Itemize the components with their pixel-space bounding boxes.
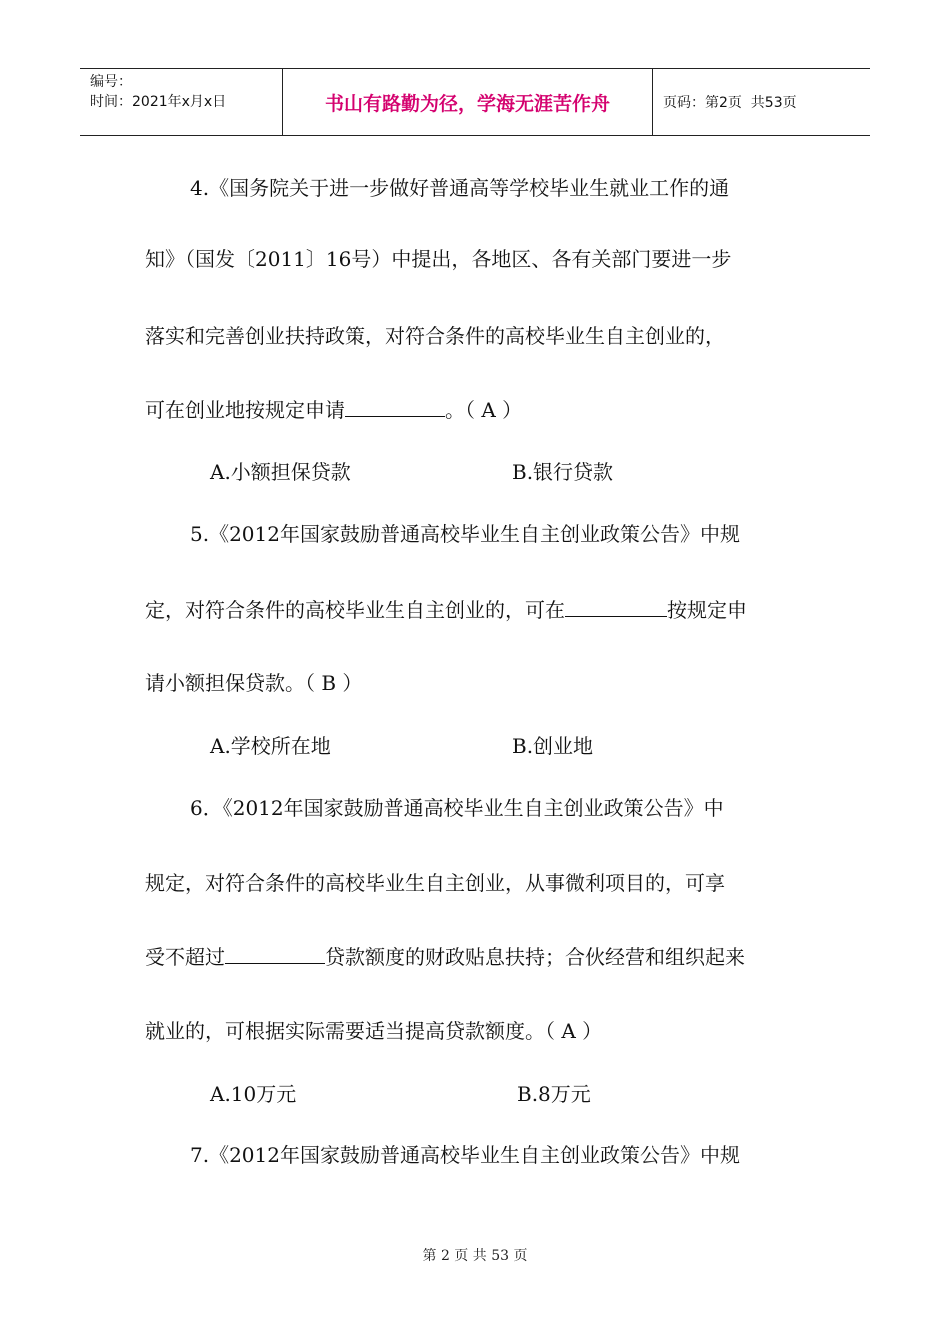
q4-option-b: B.银行贷款 <box>512 460 614 484</box>
header-time-label: 时间：2021年x月x日 <box>90 94 227 110</box>
q5-line-1: 5.《2012年国家鼓励普通高校毕业生自主创业政策公告》中规 <box>190 522 740 546</box>
q4-line-4-post: 。（ A ） <box>445 398 523 422</box>
q6-option-a: A.10万元 <box>210 1082 297 1106</box>
q4-line-4 <box>145 396 522 423</box>
page-footer: 第 2 页 共 53 页 <box>422 1248 528 1264</box>
q4-line-4-pre: 可在创业地按规定申请 <box>145 398 345 422</box>
q6-line-3 <box>145 943 745 970</box>
q6-answer-blank <box>225 943 325 964</box>
q6-line-1: 6．《2012年国家鼓励普通高校毕业生自主创业政策公告》中 <box>190 796 724 820</box>
header-page-code-text: 页码：第2页 共53页 <box>663 95 797 111</box>
q7-line-1: 7.《2012年国家鼓励普通高校毕业生自主创业政策公告》中规 <box>190 1143 740 1167</box>
q5-line-2 <box>145 596 747 623</box>
q6-line-3-post: 贷款额度的财政贴息扶持；合伙经营和组织起来 <box>325 945 745 969</box>
header-number-label: 编号： <box>90 74 132 90</box>
page-header <box>80 68 870 136</box>
q5-answer-blank <box>565 596 667 617</box>
q6-line-3-pre: 受不超过 <box>145 945 225 969</box>
q5-line-2-pre: 定，对符合条件的高校毕业生自主创业的，可在 <box>145 598 565 622</box>
header-page-code <box>653 69 870 135</box>
q5-line-3: 请小额担保贷款。（ B ） <box>145 671 363 695</box>
q4-option-a: A.小额担保贷款 <box>210 460 351 484</box>
q6-line-4: 就业的，可根据实际需要适当提高贷款额度。（ A ） <box>145 1019 603 1043</box>
q5-option-b: B.创业地 <box>512 734 594 758</box>
q5-option-a: A.学校所在地 <box>210 734 331 758</box>
q4-line-2: 知》（国发〔2011〕16号）中提出，各地区、各有关部门要进一步 <box>145 247 732 271</box>
q4-line-3: 落实和完善创业扶持政策，对符合条件的高校毕业生自主创业的， <box>145 324 725 348</box>
q4-answer-blank <box>345 396 445 417</box>
q4-line-1: 4.《国务院关于进一步做好普通高等学校毕业生就业工作的通 <box>190 176 730 200</box>
q6-option-b: B.8万元 <box>517 1082 591 1106</box>
header-meta <box>80 69 283 135</box>
header-motto: 书山有路勤为径，学海无涯苦作舟 <box>283 69 653 135</box>
q6-line-2: 规定，对符合条件的高校毕业生自主创业，从事微利项目的，可享 <box>145 871 725 895</box>
q5-line-2-post: 按规定申 <box>667 598 747 622</box>
